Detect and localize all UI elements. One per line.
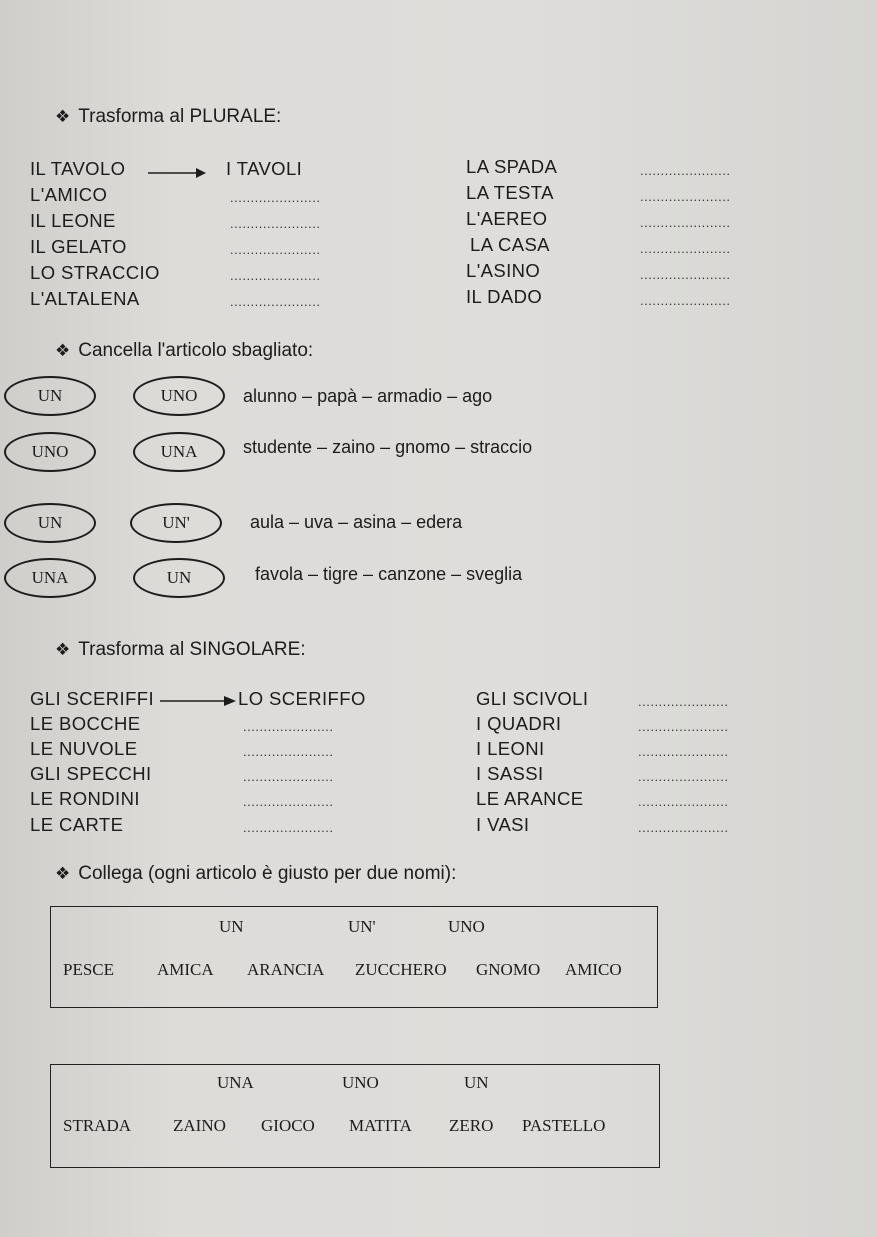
link-noun[interactable]: PESCE [63,960,115,979]
answer-blank[interactable]: ...................... [640,293,731,308]
plural-word: IL DADO [466,286,543,307]
plural-example-right: I TAVOLI [226,158,303,179]
singular-example-left: GLI SCERIFFI [30,688,155,709]
article-option[interactable]: UN [4,503,96,543]
plural-word: L'ASINO [466,260,541,281]
answer-blank[interactable]: ...................... [243,794,334,809]
singular-heading-text: Trasforma al SINGOLARE: [78,639,306,660]
answer-blank[interactable]: ...................... [638,694,729,709]
singular-heading [55,639,306,661]
plural-word: IL LEONE [30,210,116,231]
link-article[interactable]: UN' [348,917,376,936]
singular-word: LE BOCCHE [30,713,141,734]
plural-word: L'ALTALENA [30,288,140,309]
article-option[interactable]: UNO [133,376,225,416]
article-option[interactable]: UNA [133,432,225,472]
answer-blank[interactable]: ...................... [640,267,731,282]
singular-word: I LEONI [476,738,545,759]
plural-word: L'AEREO [466,208,548,229]
plural-word: IL GELATO [30,236,127,257]
link-box-1 [50,906,658,1008]
link-noun[interactable]: ZAINO [173,1116,226,1135]
article-word-list: alunno – papà – armadio – ago [243,386,493,406]
singular-word: GLI SPECCHI [30,763,152,784]
article-heading-text: Cancella l'articolo sbagliato: [78,340,314,361]
article-option[interactable]: UNO [4,432,96,472]
link-article[interactable]: UNO [448,917,485,936]
singular-word: LE CARTE [30,814,124,835]
diamond-bullet-icon: ❖ [55,864,71,883]
plural-word: LA CASA [470,234,550,255]
article-option[interactable]: UNA [4,558,96,598]
answer-blank[interactable]: ...................... [230,242,321,257]
singular-word: LE RONDINI [30,788,140,809]
link-noun[interactable]: GNOMO [476,960,541,979]
singular-word: I QUADRI [476,713,562,734]
answer-blank[interactable]: ...................... [638,820,729,835]
article-word-list: aula – uva – asina – edera [250,512,463,532]
article-word-list: favola – tigre – canzone – sveglia [255,564,523,584]
article-heading [55,340,313,362]
link-noun[interactable]: AMICA [157,960,214,979]
plural-heading [55,106,281,128]
singular-example-right: LO SCERIFFO [238,688,366,709]
link-article[interactable]: UNO [342,1073,379,1092]
diamond-bullet-icon: ❖ [55,341,71,360]
answer-blank[interactable]: ...................... [230,216,321,231]
link-box-2 [50,1064,660,1168]
answer-blank[interactable]: ...................... [638,719,729,734]
article-option[interactable]: UN' [130,503,222,543]
article-word-list: studente – zaino – gnomo – straccio [243,437,533,457]
answer-blank[interactable]: ...................... [230,268,321,283]
plural-example-left: IL TAVOLO [30,158,126,179]
arrow-right-icon [160,696,236,706]
answer-blank[interactable]: ...................... [230,190,321,205]
link-noun[interactable]: ZERO [449,1116,494,1135]
link-noun[interactable]: STRADA [63,1116,132,1135]
link-noun[interactable]: ARANCIA [247,960,325,979]
plural-word: LA SPADA [466,156,558,177]
answer-blank[interactable]: ...................... [640,215,731,230]
plural-word: LA TESTA [466,182,554,203]
link-noun[interactable]: PASTELLO [522,1116,606,1135]
answer-blank[interactable]: ...................... [243,719,334,734]
article-option[interactable]: UN [133,558,225,598]
answer-blank[interactable]: ...................... [243,769,334,784]
answer-blank[interactable]: ...................... [230,294,321,309]
link-noun[interactable]: ZUCCHERO [355,960,447,979]
singular-word: I SASSI [476,763,544,784]
singular-word: LE ARANCE [476,788,584,809]
plural-word: LO STRACCIO [30,262,160,283]
link-article[interactable]: UN [219,917,244,936]
diamond-bullet-icon: ❖ [55,640,71,659]
article-option[interactable]: UN [4,376,96,416]
diamond-bullet-icon: ❖ [55,107,71,126]
plural-word: L'AMICO [30,184,108,205]
answer-blank[interactable]: ...................... [243,820,334,835]
singular-word: I VASI [476,814,530,835]
link-heading [55,863,456,885]
link-heading-text: Collega (ogni articolo è giusto per due nomi): [78,863,457,884]
answer-blank[interactable]: ...................... [638,769,729,784]
answer-blank[interactable]: ...................... [638,744,729,759]
answer-blank[interactable]: ...................... [638,794,729,809]
link-noun[interactable]: AMICO [565,960,622,979]
arrow-right-icon [148,168,206,178]
link-article[interactable]: UN [464,1073,489,1092]
plural-heading-text: Trasforma al PLURALE: [78,106,282,127]
answer-blank[interactable]: ...................... [640,189,731,204]
link-article[interactable]: UNA [217,1073,254,1092]
link-noun[interactable]: GIOCO [261,1116,315,1135]
answer-blank[interactable]: ...................... [640,163,731,178]
answer-blank[interactable]: ...................... [243,744,334,759]
answer-blank[interactable]: ...................... [640,241,731,256]
singular-word: LE NUVOLE [30,738,138,759]
singular-word: GLI SCIVOLI [476,688,589,709]
link-noun[interactable]: MATITA [349,1116,412,1135]
